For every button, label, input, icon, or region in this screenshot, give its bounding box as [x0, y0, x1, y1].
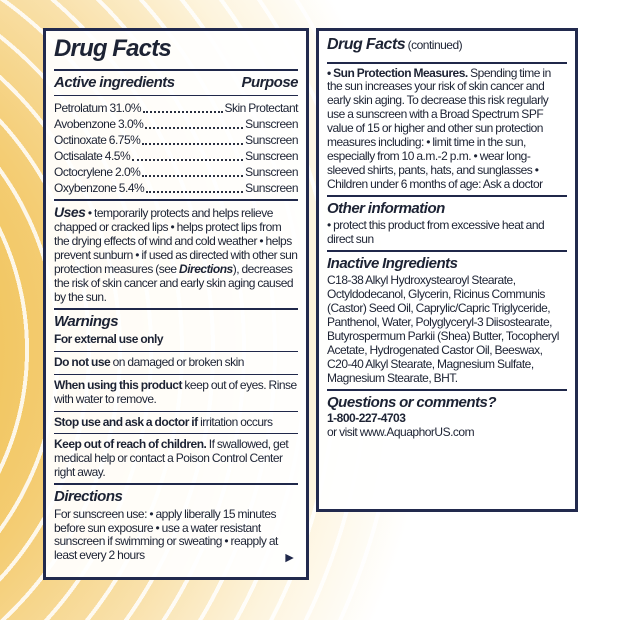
questions-section: [327, 394, 567, 440]
divider: [327, 62, 567, 64]
continued-label: (continued): [405, 38, 463, 52]
active-ingredients-header: [54, 74, 298, 91]
drug-facts-continued-title: [327, 34, 567, 59]
warning-bold-text: For external use only: [54, 331, 164, 346]
divider: [54, 433, 298, 434]
warning-bold-text: Keep out of reach of children.: [54, 437, 207, 452]
inactive-ingredients-section: [327, 255, 567, 386]
uses-text-continued: ), decreases the risk of skin cancer and early skin aging caused by the sun.: [54, 261, 294, 304]
divider: [327, 250, 567, 252]
ingredient-purpose: Sunscreen: [245, 165, 298, 180]
ingredient-row: [54, 116, 298, 132]
warning-text: irritation occurs: [197, 414, 273, 429]
directions-text-wrap: [54, 508, 298, 564]
inactive-ingredients-heading: Inactive Ingredients: [327, 254, 458, 272]
warning-bold-text: Do not use: [54, 354, 111, 369]
ingredient-name: Avobenzone 3.0%: [54, 117, 144, 132]
leader-dots: [143, 111, 223, 113]
warnings-heading: Warnings: [54, 312, 119, 330]
ingredient-name: Petrolatum 31.0%: [54, 101, 141, 116]
warning-item: [54, 379, 298, 407]
other-information-section: [327, 200, 567, 247]
divider: [54, 483, 298, 485]
inactive-ingredients-text: C18-38 Alkyl Hydroxystearoyl Stearate, Octyldodecanol, Glycerin, Ricinus Communis (Castor) Seed Oil, Caprylic/Capric Triglyceride, Panthenol, Water, Polyglyceryl-3 Diisostearate, Butyrospermum Parkii (Shea) Butter, Tocopheryl Acetate, Hydrogenated Castor Oil, Beeswax, C20-40 Alkyl Stearate, Magnesium Sulfate, Magnesium Stearate, BHT.: [327, 273, 559, 385]
other-information-heading: Other information: [327, 199, 445, 217]
divider: [54, 374, 298, 375]
sun-protection-section: [327, 67, 567, 192]
ingredient-name: Octisalate 4.5%: [54, 149, 131, 164]
warning-item: [54, 333, 298, 347]
sun-protection-bold-text: • Sun Protection Measures.: [327, 65, 468, 80]
warning-item: [54, 356, 298, 370]
ingredient-purpose: Sunscreen: [245, 117, 298, 132]
active-ingredients-heading: Active ingredients: [54, 73, 175, 91]
directions-reference: Directions: [179, 261, 233, 276]
directions-text: For sunscreen use: • apply liberally 15 minutes before sun exposure • use a water resistant sunscreen if swimming or sweating • reapply at least every 2 hours: [54, 506, 278, 563]
ingredient-name: Octocrylene 2.0%: [54, 165, 141, 180]
ingredient-purpose: Skin Protectant: [224, 101, 298, 116]
continue-arrow-icon: ►: [282, 549, 296, 566]
leader-dots: [146, 191, 243, 193]
sun-protection-text: Spending time in the sun increases your risk of skin cancer and early skin aging. To decrease this risk regularly use a sunscreen with a Broad Spectrum SPF value of 15 or higher and other sun protection measures including: • limit time in the sun, especially from 10 a.m.-2 p.m. • wear long-sleeved shirts, pants, hats, and sunglasses • Children under 6 months of age: Ask a doctor: [327, 65, 551, 191]
uses-section: [54, 204, 298, 304]
warning-item: [54, 416, 298, 430]
leader-dots: [142, 143, 243, 145]
questions-heading: Questions or comments?: [327, 393, 497, 411]
warning-text: If swallowed, get medical help or contact a Poison Control Center right away.: [54, 437, 289, 480]
drug-facts-title: Drug Facts: [54, 35, 171, 62]
divider: [54, 199, 298, 201]
divider: [54, 69, 298, 71]
drug-facts-panel-right: [316, 28, 578, 512]
ingredient-row: [54, 180, 298, 196]
uses-heading: Uses: [54, 204, 86, 221]
active-ingredients-section: [54, 74, 298, 196]
leader-dots: [145, 127, 243, 129]
divider: [327, 195, 567, 197]
divider: [54, 308, 298, 310]
warning-bold-text: Stop use and ask a doctor if: [54, 414, 198, 429]
other-information-text: • protect this product from excessive heat and direct sun: [327, 218, 545, 246]
warning-item: [54, 438, 298, 480]
directions-section: [54, 488, 298, 566]
ingredient-purpose: Sunscreen: [245, 149, 298, 164]
ingredient-row: [54, 100, 298, 116]
phone-number: 1-800-227-4703: [327, 410, 406, 425]
warning-bold-text: When using this product: [54, 377, 182, 392]
directions-heading: Directions: [54, 488, 123, 506]
ingredient-purpose: Sunscreen: [245, 181, 298, 196]
warnings-section: [54, 313, 298, 481]
purpose-heading: Purpose: [241, 73, 298, 91]
divider: [54, 351, 298, 352]
drug-facts-panel-left: [43, 28, 309, 580]
drug-facts-title-continued: Drug Facts: [327, 36, 406, 53]
leader-dots: [142, 175, 243, 177]
ingredient-row: [54, 132, 298, 148]
warning-text: keep out of eyes. Rinse with water to remove.: [54, 377, 297, 406]
divider: [54, 411, 298, 412]
ingredient-name: Octinoxate 6.75%: [54, 133, 141, 148]
ingredient-purpose: Sunscreen: [245, 133, 298, 148]
divider: [327, 389, 567, 391]
leader-dots: [132, 159, 243, 161]
divider: [54, 95, 298, 96]
warning-text: on damaged or broken skin: [110, 354, 244, 369]
ingredient-row: [54, 148, 298, 164]
ingredient-row: [54, 164, 298, 180]
website-url: or visit www.AquaphorUS.com: [327, 424, 475, 439]
ingredient-name: Oxybenzone 5.4%: [54, 181, 145, 196]
uses-text: • temporarily protects and helps relieve chapped or cracked lips • helps protect lips from the drying effects of wind and cold weather • helps prevent sunburn • if used as directed with other sun protection measures (see: [54, 206, 298, 276]
